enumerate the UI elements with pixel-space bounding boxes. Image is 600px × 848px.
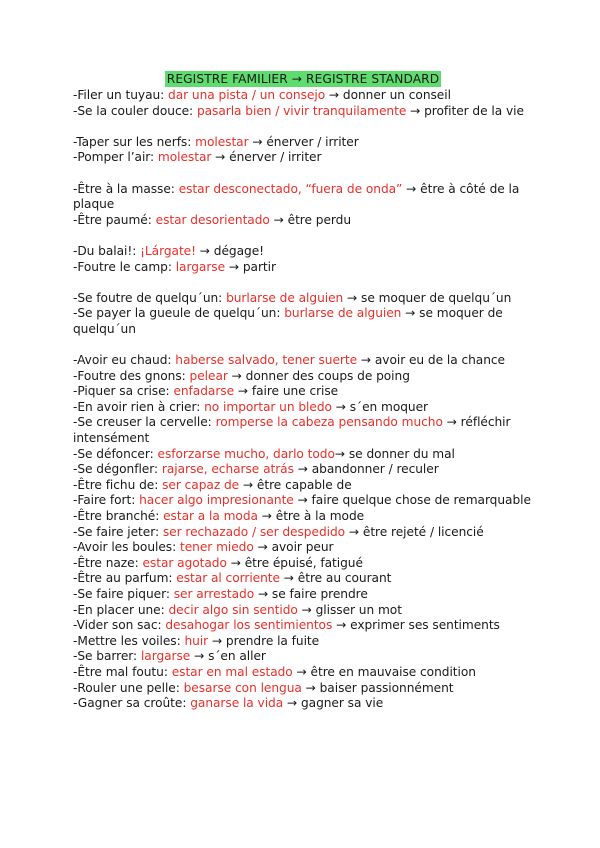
familiar-expression: -Gagner sa croûte: — [73, 696, 191, 711]
spanish-translation: largarse — [175, 259, 226, 274]
standard-equivalent: → glisser un mot — [297, 602, 402, 617]
expression-entry — [73, 244, 533, 260]
expression-entry — [73, 681, 533, 697]
familiar-expression: -Avoir eu chaud: — [73, 353, 176, 368]
spanish-translation: besarse con lengua — [183, 680, 302, 695]
expression-entry — [73, 384, 533, 400]
expression-entry — [73, 306, 533, 337]
familiar-expression: -Taper sur les nerfs: — [73, 134, 196, 149]
spanish-translation: esforzarse mucho, darlo todo — [157, 446, 335, 461]
spanish-translation: dar una pista / un consejo — [168, 88, 326, 102]
standard-equivalent: → être au courant — [279, 571, 392, 586]
spanish-translation: decir algo sin sentido — [168, 602, 298, 617]
standard-equivalent: → partir — [225, 259, 276, 274]
familiar-expression: -Se faire jeter: — [73, 524, 163, 539]
spanish-translation: desahogar los sentimientos — [165, 618, 333, 633]
standard-equivalent: → dégage! — [195, 243, 264, 258]
familiar-expression: -Être au parfum: — [73, 571, 177, 586]
spanish-translation: haberse salvado, tener suerte — [175, 353, 358, 368]
expression-entry — [73, 665, 533, 681]
standard-equivalent: → être capable de — [239, 477, 352, 492]
expression-entry — [73, 135, 533, 151]
expression-entry — [73, 88, 533, 104]
group-spacer — [73, 275, 533, 291]
spanish-translation: hacer algo impresionante — [139, 493, 294, 508]
expression-entry — [73, 415, 533, 446]
group-spacer — [73, 338, 533, 354]
standard-equivalent: → faire une crise — [234, 384, 339, 399]
standard-equivalent: → être rejeté / licencié — [345, 524, 484, 539]
standard-equivalent: → être à la mode — [257, 509, 365, 524]
expression-list — [73, 88, 533, 712]
familiar-expression: -Se payer la gueule de quelqu´un: — [73, 306, 285, 321]
expression-entry — [73, 571, 533, 587]
spanish-translation: tener miedo — [179, 540, 254, 555]
standard-equivalent: → donner des coups de poing — [227, 368, 410, 383]
standard-equivalent: → profiter de la vie — [406, 103, 524, 118]
standard-equivalent: → s´en aller — [190, 649, 266, 664]
spanish-translation: estar desorientado — [155, 212, 270, 227]
expression-entry — [73, 400, 533, 416]
spanish-translation: largarse — [140, 649, 191, 664]
expression-entry — [73, 447, 533, 463]
expression-entry — [73, 634, 533, 650]
expression-entry — [73, 462, 533, 478]
expression-entry — [73, 493, 533, 509]
familiar-expression: -Se creuser la cervelle: — [73, 415, 216, 430]
spanish-translation: ser capaz de — [162, 477, 240, 492]
title-wrapper — [73, 68, 533, 87]
expression-entry — [73, 525, 533, 541]
expression-entry — [73, 696, 533, 712]
standard-equivalent: → faire quelque chose de remarquable — [293, 493, 531, 508]
familiar-expression: -Se foutre de quelqu´un: — [73, 290, 227, 305]
familiar-expression: -Faire fort: — [73, 493, 140, 508]
standard-equivalent: → énerver / irriter — [211, 150, 322, 165]
expression-entry — [73, 587, 533, 603]
familiar-expression: -Être à la masse: — [73, 181, 179, 196]
spanish-translation: estar agotado — [142, 555, 227, 570]
expression-entry — [73, 618, 533, 634]
expression-entry — [73, 150, 533, 166]
expression-entry — [73, 556, 533, 572]
standard-equivalent: → se faire prendre — [254, 587, 368, 601]
familiar-expression: -Foutre le camp: — [73, 259, 176, 274]
expression-entry — [73, 509, 533, 525]
group-spacer — [73, 166, 533, 182]
familiar-expression: -Pomper l’air: — [73, 150, 158, 165]
standard-equivalent: → se moquer de quelqu´un — [343, 290, 512, 305]
spanish-translation: no importar un bledo — [204, 399, 332, 414]
spanish-translation: estar desconectado, “fuera de onda” — [178, 181, 403, 196]
group-spacer — [73, 228, 533, 244]
expression-entry — [73, 540, 533, 556]
standard-equivalent: → baiser passionnément — [301, 680, 454, 695]
spanish-translation: ¡Lárgate! — [140, 243, 196, 258]
familiar-expression: -Rouler une pelle: — [73, 680, 184, 695]
expression-entry — [73, 213, 533, 229]
spanish-translation: estar al corriente — [176, 571, 280, 586]
familiar-expression: -En placer une: — [73, 602, 169, 617]
standard-equivalent: → donner un conseil — [325, 88, 451, 102]
standard-equivalent: → énerver / irriter — [248, 134, 359, 149]
spanish-translation: ser rechazado / ser despedido — [162, 524, 346, 539]
standard-equivalent: → être en mauvaise condition — [292, 664, 476, 679]
standard-equivalent: → prendre la fuite — [208, 633, 320, 648]
expression-entry — [73, 260, 533, 276]
familiar-expression: -Être paumé: — [73, 212, 156, 227]
spanish-translation: molestar — [157, 150, 212, 165]
spanish-translation: ser arrestado — [173, 587, 255, 601]
familiar-expression: -Se dégonfler: — [73, 462, 162, 477]
expression-entry — [73, 369, 533, 385]
familiar-expression: -Être mal foutu: — [73, 664, 172, 679]
spanish-translation: pasarla bien / vivir tranquilamente — [196, 103, 407, 118]
familiar-expression: -Être naze: — [73, 555, 143, 570]
standard-equivalent: → exprimer ses sentiments — [332, 618, 500, 633]
expression-entry — [73, 182, 533, 213]
standard-equivalent: → avoir eu de la chance — [357, 353, 505, 368]
expression-entry — [73, 478, 533, 494]
spanish-translation: rajarse, echarse atrás — [161, 462, 294, 477]
standard-equivalent: → abandonner / reculer — [293, 462, 439, 477]
familiar-expression: -Du balai!: — [73, 243, 141, 258]
spanish-translation: estar a la moda — [163, 509, 258, 524]
page-title: REGISTRE FAMILIER → REGISTRE STANDARD — [166, 72, 440, 86]
spanish-translation: estar en mal estado — [171, 664, 293, 679]
expression-entry — [73, 649, 533, 665]
standard-equivalent: → être perdu — [269, 212, 352, 227]
standard-equivalent: → se moquer de quelqu´un — [73, 306, 503, 336]
familiar-expression: -Se barrer: — [73, 649, 141, 664]
familiar-expression: -En avoir rien à crier: — [73, 399, 205, 414]
familiar-expression: -Se la couler douce: — [73, 103, 197, 118]
spanish-translation: burlarse de alguien — [284, 306, 402, 321]
familiar-expression: -Être fichu de: — [73, 477, 163, 492]
standard-equivalent: → avoir peur — [253, 540, 334, 555]
spanish-translation: huir — [184, 633, 209, 648]
spanish-translation: romperse la cabeza pensando mucho — [215, 415, 443, 430]
standard-equivalent: → être à côté de la plaque — [73, 181, 520, 212]
familiar-expression: -Mettre les voiles: — [73, 633, 185, 648]
expression-entry — [73, 291, 533, 307]
standard-equivalent: → réfléchir intensément — [73, 415, 511, 446]
standard-equivalent: → se donner du mal — [334, 446, 455, 461]
familiar-expression: -Piquer sa crise: — [73, 384, 174, 399]
group-spacer — [73, 119, 533, 135]
familiar-expression: -Vider son sac: — [73, 618, 166, 633]
familiar-expression: -Se défoncer: — [73, 446, 158, 461]
document-page — [73, 68, 533, 712]
standard-equivalent: → gagner sa vie — [283, 696, 384, 711]
spanish-translation: enfadarse — [173, 384, 235, 399]
standard-equivalent: → s´en moquer — [331, 399, 429, 414]
familiar-expression: -Filer un tuyau: — [73, 88, 169, 102]
familiar-expression: -Avoir les boules: — [73, 540, 180, 555]
familiar-expression: -Être branché: — [73, 509, 164, 524]
spanish-translation: ganarse la vida — [190, 696, 284, 711]
spanish-translation: molestar — [195, 134, 249, 149]
spanish-translation: burlarse de alguien — [226, 290, 344, 305]
expression-entry — [73, 104, 533, 120]
familiar-expression: -Foutre des gnons: — [73, 368, 190, 383]
familiar-expression: -Se faire piquer: — [73, 587, 174, 601]
standard-equivalent: → être épuisé, fatigué — [226, 555, 363, 570]
expression-entry — [73, 353, 533, 369]
expression-entry — [73, 603, 533, 619]
spanish-translation: pelear — [189, 368, 228, 383]
